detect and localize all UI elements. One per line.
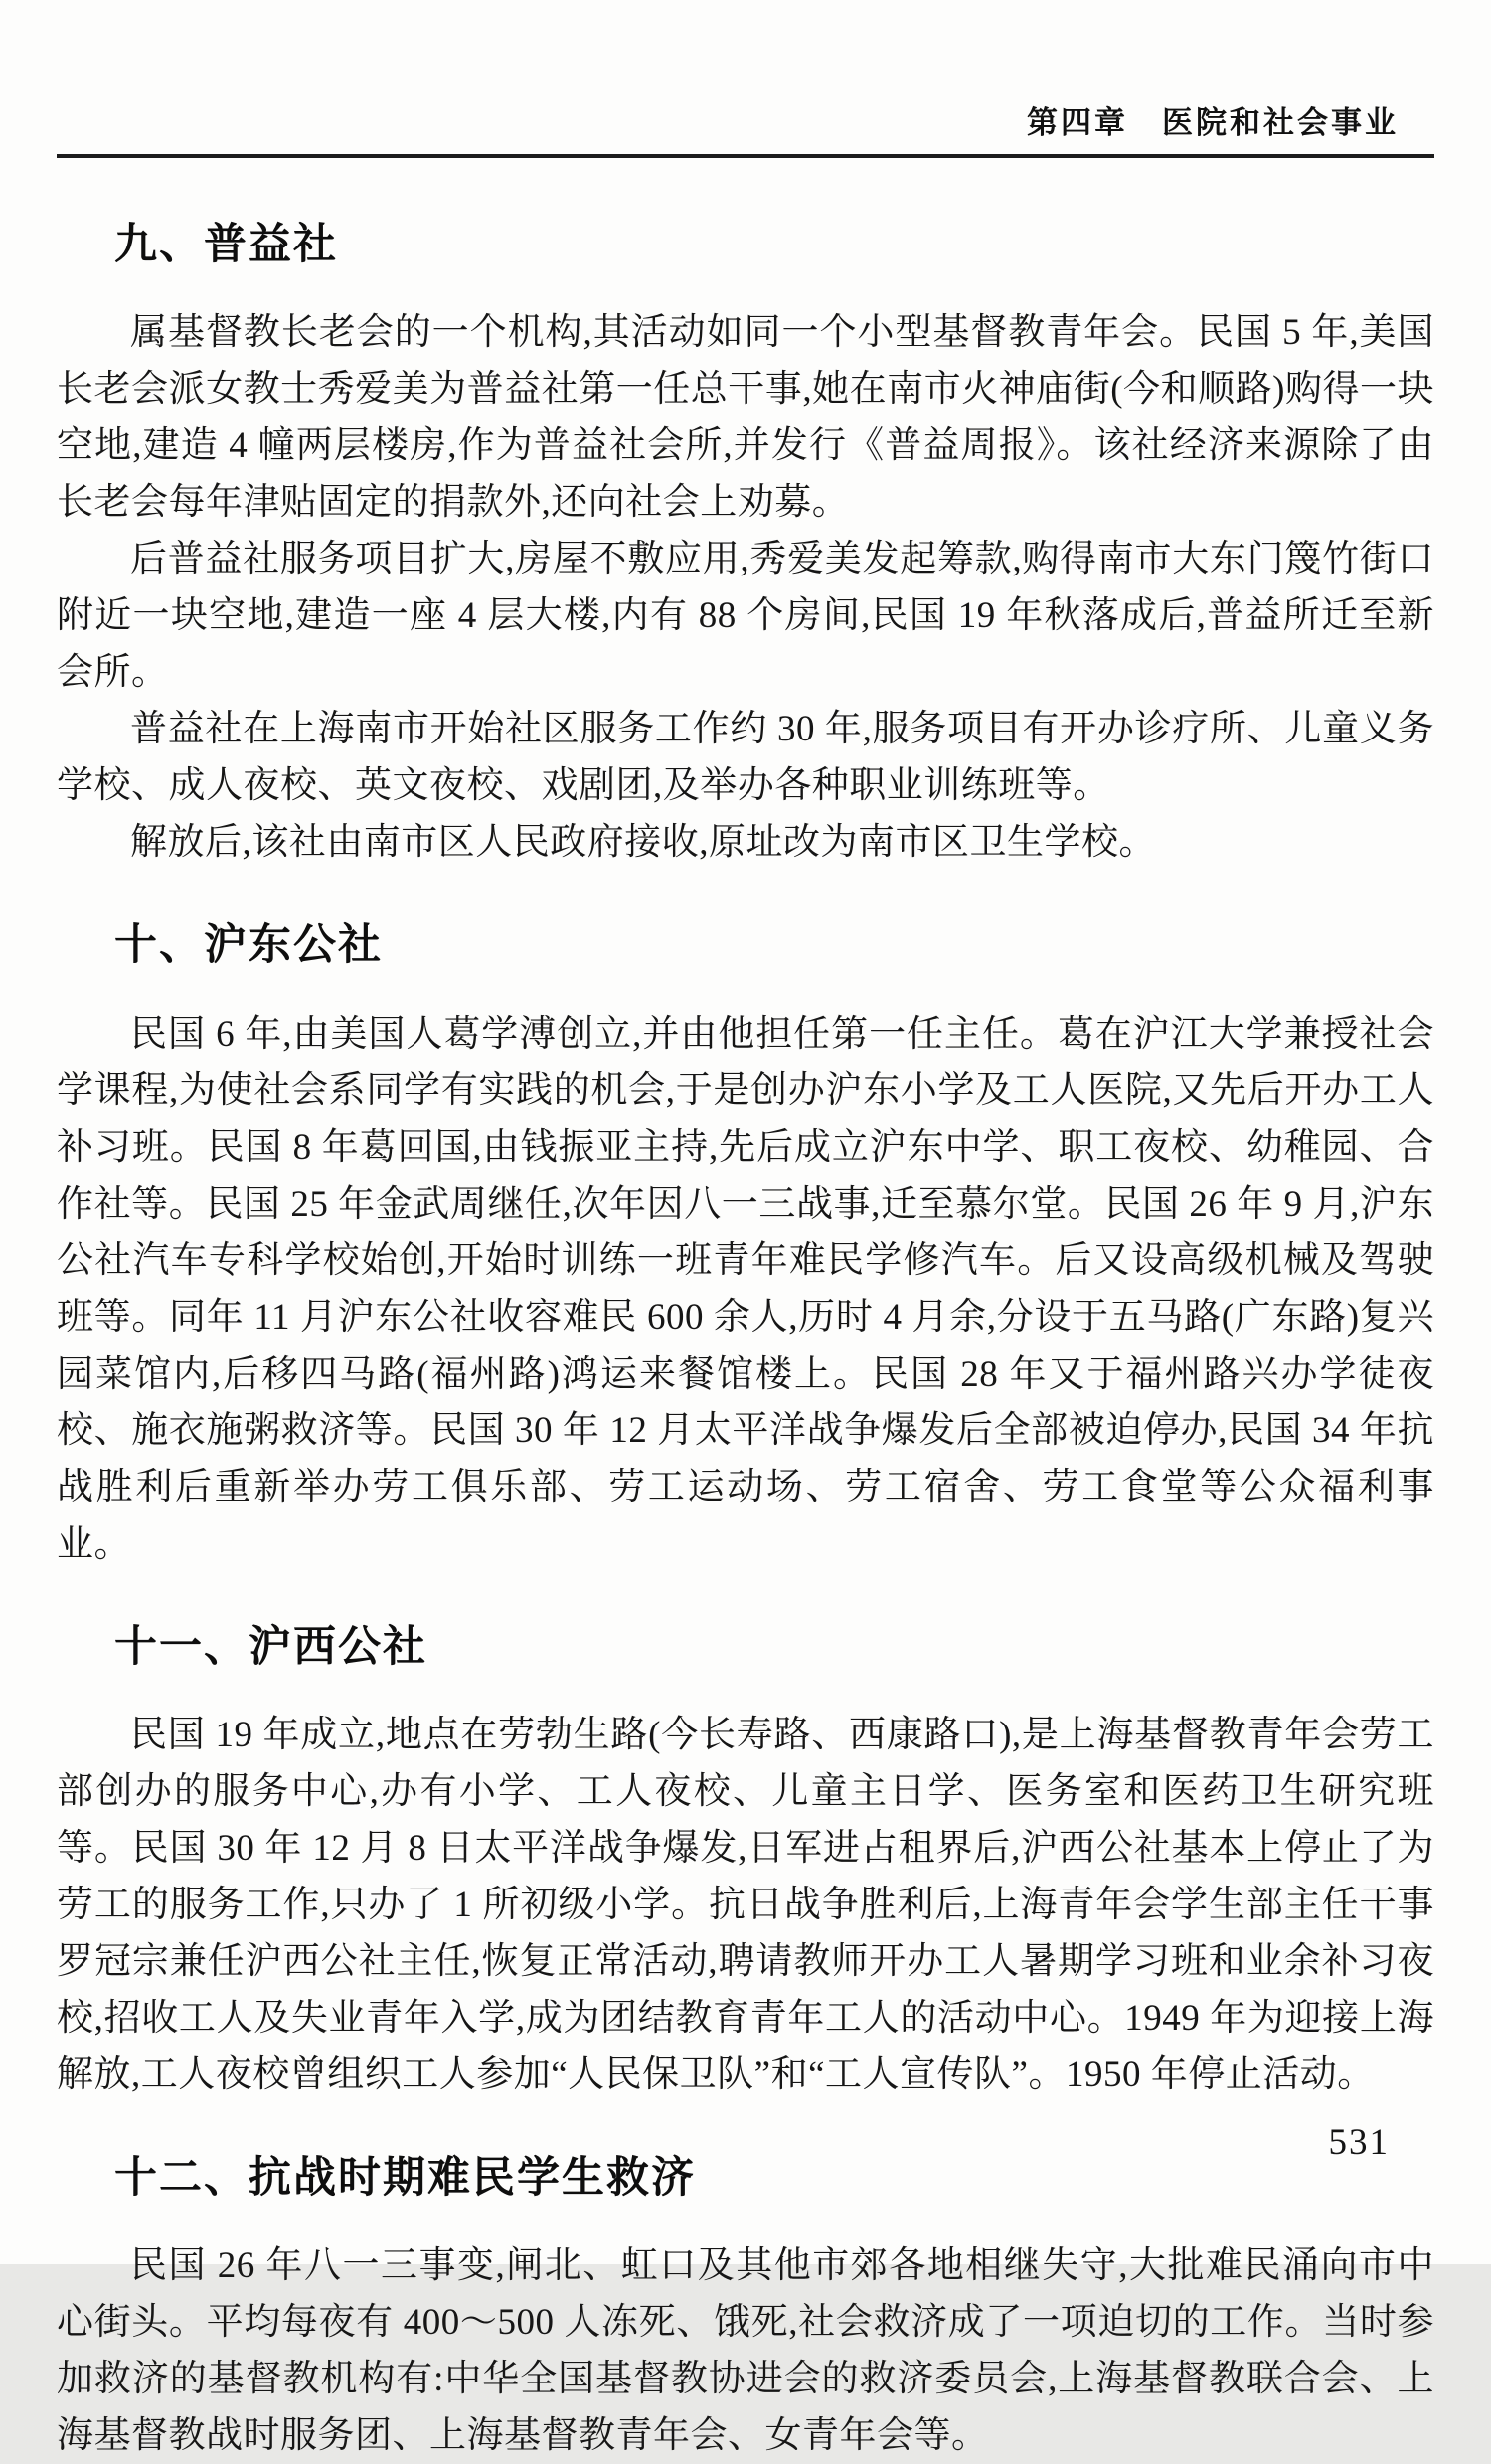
section-hudong-gongshe [57,922,1434,1571]
paragraph: 民国 19 年成立,地点在劳勃生路(今长寿路、西康路口),是上海基督教青年会劳工部创办的服务中心,办有小学、工人夜校、儿童主日学、医务室和医药卫生研究班等。民国 30 年 12 月 8 日太平洋战争爆发,日军进占租界后,沪西公社基本上停止了为劳工的服务工作,只办了 1 所初级小学。抗日战争胜利后,上海青年会学生部主任干事罗冠宗兼任沪西公社主任,恢复正常活动,聘请教师开办工人暑期学习班和业余补习夜校,招收工人及失业青年入学,成为团结教育青年工人的活动中心。1949 年为迎接上海解放,工人夜校曾组织工人参加“人民保卫队”和“工人宣传队”。1950 年停止活动。 [57,1714,1434,2095]
section-heading-refugee-student-relief: 十二、抗战时期难民学生救济 [114,2153,696,2202]
section-heading-huxi-gongshe: 十一、沪西公社 [114,1622,427,1671]
paragraph: 民国 26 年八一三事变,闸北、虹口及其他市郊各地相继失守,大批难民涌向市中心街头。平均每夜有 400～500 人冻死、饿死,社会救济成了一项迫切的工作。当时参加救济的基督教机构有:中华全国基督教协进会的救济委员会,上海基督教联合会、上海基督教战时服务团、上海基督教青年会、女青年会等。 [57,2245,1434,2457]
section-heading-puyishe: 九、普益社 [114,221,338,268]
page-header [57,0,1434,158]
page-number: 531 [1328,2122,1390,2163]
paragraph: 属基督教长老会的一个机构,其活动如同一个小型基督教青年会。民国 5 年,美国长老会派女教士秀爱美为普益社第一任总干事,她在南市火神庙街(今和顺路)购得一块空地,建造 4 幢两层楼房,作为普益社会所,并发行《普益周报》。该社经济来源除了由长老会每年津贴固定的捐款外,还向社会上劝募。 [57,312,1434,524]
paragraph: 解放后,该社由南市区人民政府接收,原址改为南市区卫生学校。 [130,822,1156,864]
paragraph: 后普益社服务项目扩大,房屋不敷应用,秀爱美发起筹款,购得南市大东门篾竹街口附近一块空地,建造一座 4 层大楼,内有 88 个房间,民国 19 年秋落成后,普益所迁至新会所。 [57,539,1434,694]
section-puyishe [57,222,1434,871]
paragraph: 普益社在上海南市开始社区服务工作约 30 年,服务项目有开办诊疗所、儿童义务学校、成人夜校、英文夜校、戏剧团,及举办各种职业训练班等。 [57,709,1434,807]
section-huxi-gongshe [57,1624,1434,2103]
chapter-title: 第四章 医院和社会事业 [1027,105,1399,140]
page-body [57,222,1434,2464]
section-heading-hudong-gongshe: 十、沪东公社 [114,921,383,970]
section-refugee-student-relief [57,2155,1434,2464]
paragraph: 民国 6 年,由美国人葛学溥创立,并由他担任第一任主任。葛在沪江大学兼授社会学课程,为使社会系同学有实践的机会,于是创办沪东小学及工人医院,又先后开办工人补习班。民国 8 年葛回国,由钱振亚主持,先后成立沪东中学、职工夜校、幼稚园、合作社等。民国 25 年金武周继任,次年因八一三战事,迁至慕尔堂。民国 26 年 9 月,沪东公社汽车专科学校始创,开始时训练一班青年难民学修汽车。后又设高级机械及驾驶班等。同年 11 月沪东公社收容难民 600 余人,历时 4 月余,分设于五马路(广东路)复兴园菜馆内,后移四马路(福州路)鸿运来餐馆楼上。民国 28 年又于福州路兴办学徒夜校、施衣施粥救济等。民国 30 年 12 月太平洋战争爆发后全部被迫停办,民国 34 年抗战胜利后重新举办劳工俱乐部、劳工运动场、劳工宿舍、劳工食堂等公众福利事业。 [57,1013,1434,1564]
